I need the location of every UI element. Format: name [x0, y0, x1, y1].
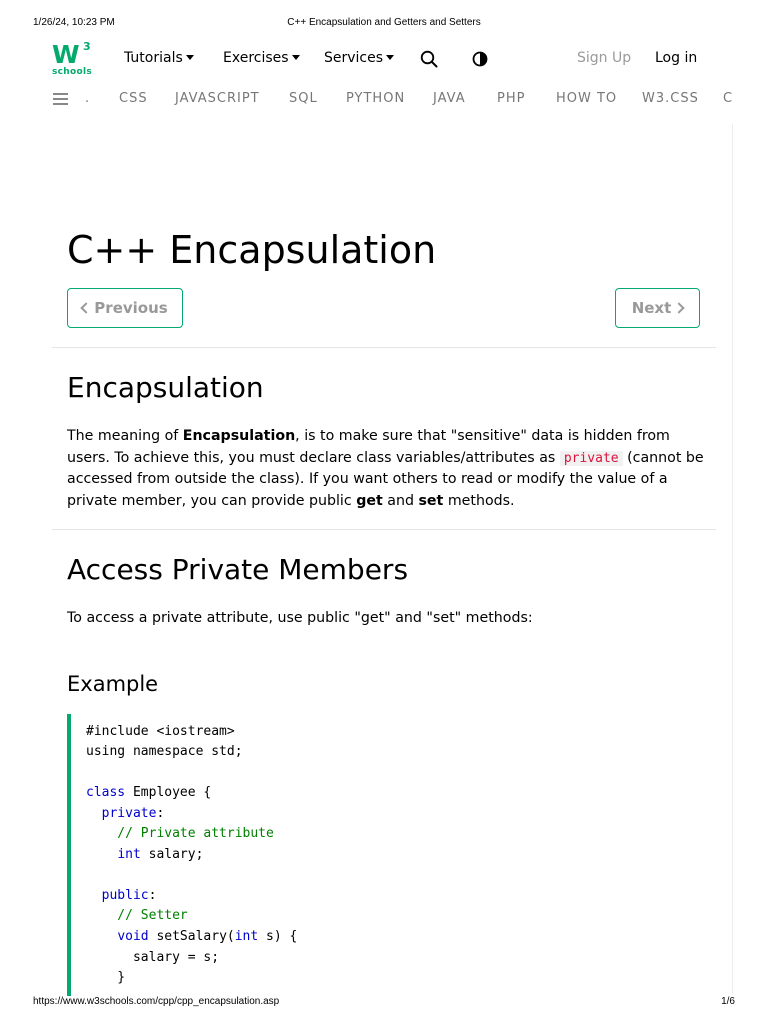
caret-down-icon [386, 55, 394, 60]
subnav-item-howto[interactable]: HOW TO [556, 91, 618, 106]
encapsulation-paragraph: The meaning of Encapsulation, is to make sure that "sensitive" data is hidden from users. To achieve this, you must declare class variables/attributes as private (cannot be accessed from outside the class). If you want others to read or modify the value of a private member, you can provide public get and set methods. [67, 428, 704, 509]
chevron-right-icon [674, 302, 685, 313]
previous-label: Previous [94, 299, 168, 317]
code-line: private: [101, 806, 165, 821]
code-line: public: [101, 888, 157, 903]
print-title: C++ Encapsulation and Getters and Setters [287, 17, 481, 28]
nav-exercises[interactable] [223, 50, 300, 66]
next-button[interactable] [615, 288, 700, 328]
code-line: // Setter [86, 908, 188, 923]
nav-services[interactable] [324, 50, 394, 66]
search-icon[interactable] [420, 50, 438, 68]
section-heading-access: Access Private Members [67, 553, 409, 586]
nav-tutorials[interactable] [124, 50, 194, 66]
subnav-item-w3css[interactable]: W3.CSS [642, 91, 699, 106]
subnav-item-python[interactable]: PYTHON [346, 91, 406, 106]
top-navbar [0, 38, 768, 82]
divider [52, 529, 716, 530]
login-link[interactable]: Log in [655, 50, 698, 66]
print-footer [0, 996, 768, 1010]
example-heading: Example [67, 672, 159, 696]
code-line: int salary; [117, 847, 204, 862]
subnav-item-java[interactable]: JAVA [433, 91, 466, 106]
code-line: using namespace std; [86, 744, 243, 759]
code-line: salary = s; [86, 950, 220, 965]
contrast-toggle-icon[interactable] [472, 51, 488, 67]
divider [52, 347, 716, 348]
access-paragraph: To access a private attribute, use public "get" and "set" methods: [67, 610, 533, 626]
print-datetime: 1/26/24, 10:23 PM [33, 17, 115, 28]
w3schools-logo[interactable] [52, 42, 96, 78]
menu-icon[interactable] [53, 93, 68, 105]
code-line: class Employee { [86, 785, 212, 800]
previous-button[interactable] [67, 288, 183, 328]
nav-services-label: Services [324, 50, 384, 66]
code-line: void setSalary(int s) { [117, 929, 298, 944]
code-line: // Private attribute [86, 826, 274, 841]
caret-down-icon [186, 55, 194, 60]
section-heading-encapsulation: Encapsulation [67, 371, 264, 404]
logo-schools: schools [52, 67, 93, 77]
nav-exercises-label: Exercises [223, 50, 289, 66]
next-label: Next [631, 299, 672, 317]
print-url: https://www.w3schools.com/cpp/cpp_encapsulation.asp [33, 996, 280, 1007]
signup-link[interactable]: Sign Up [577, 50, 632, 66]
print-page-number: 1/6 [721, 996, 735, 1007]
logo-w: W [52, 40, 79, 69]
code-line: } [86, 970, 126, 985]
subnav-item-css[interactable]: CSS [119, 91, 148, 106]
scrollbar-track[interactable] [732, 124, 733, 994]
inline-code-private: private [560, 451, 623, 466]
logo-sup: 3 [83, 40, 91, 53]
print-header [0, 17, 768, 31]
code-example [67, 714, 711, 996]
caret-down-icon [292, 55, 300, 60]
subject-navbar [0, 86, 768, 112]
nav-tutorials-label: Tutorials [124, 50, 183, 66]
subnav-item-c[interactable]: C [723, 91, 734, 106]
chevron-left-icon [81, 302, 92, 313]
subnav-item-php[interactable]: PHP [497, 91, 526, 106]
subnav-overflow: . [85, 91, 90, 106]
code-line: #include <iostream> [86, 724, 235, 739]
subnav-item-javascript[interactable]: JAVASCRIPT [175, 91, 260, 106]
subnav-item-sql[interactable]: SQL [289, 91, 318, 106]
page-title: C++ Encapsulation [67, 228, 437, 272]
